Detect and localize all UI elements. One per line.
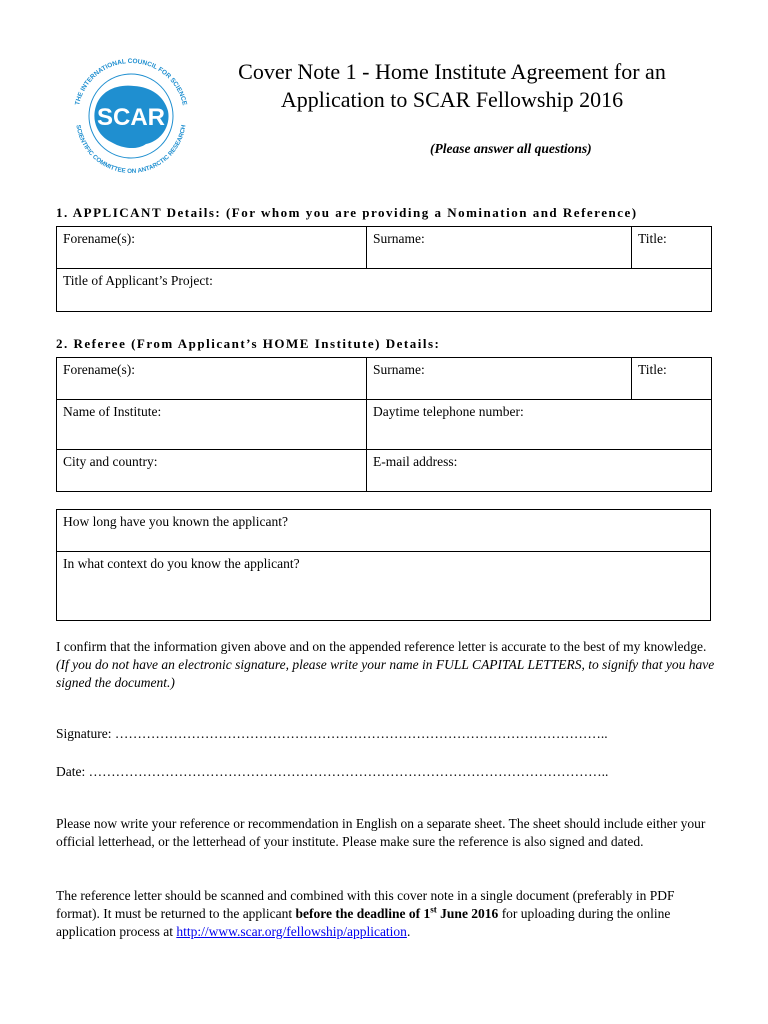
logo-ring-top: THE INTERNATIONAL COUNCIL FOR SCIENCE xyxy=(74,57,188,107)
page-title: Cover Note 1 - Home Institute Agreement for an Application to SCAR Fellowship 2016 xyxy=(238,59,666,112)
applicant-table xyxy=(56,226,712,312)
date-line[interactable]: Date: …………………………………………………………………………………………………….. xyxy=(56,764,609,779)
closing-text-2: for uploading during the online application process at xyxy=(56,906,671,939)
deadline-text: before the deadline of 1st June 2016 xyxy=(295,904,499,921)
known-duration-field[interactable]: How long have you known the applicant? xyxy=(57,510,711,552)
section2-heading: 2. Referee (From Applicant’s HOME Institute) Details: xyxy=(56,336,441,351)
scar-logo xyxy=(56,56,196,176)
known-context-field[interactable]: In what context do you know the applicant? xyxy=(57,552,711,621)
referee-institute-field[interactable]: Name of Institute: xyxy=(57,400,367,450)
closing-text-1: The reference letter should be scanned and combined with this cover note in a single document (preferably in PDF format). It must be returned to the applicant xyxy=(56,888,675,921)
relationship-table xyxy=(56,509,711,621)
application-link[interactable]: http://www.scar.org/fellowship/application xyxy=(176,924,407,939)
confirmation-paragraph xyxy=(56,638,716,692)
referee-surname-field[interactable]: Surname: xyxy=(367,358,632,400)
logo-ring-bottom: SCIENTIFIC COMMITTEE ON ANTARCTIC RESEARCH xyxy=(74,124,188,176)
referee-email-field[interactable]: E-mail address: xyxy=(367,450,712,492)
referee-forename-field[interactable]: Forename(s): xyxy=(57,358,367,400)
answer-note: (Please answer all questions) xyxy=(430,141,592,156)
section1-heading: 1. APPLICANT Details: (For whom you are providing a Nomination and Reference) xyxy=(56,205,638,220)
instructions-paragraph: Please now write your reference or recommendation in English on a separate sheet. The sheet should include either your official letterhead, or the letterhead of your institute. Please make sure the reference is also signed and dated. xyxy=(56,816,706,849)
applicant-project-field[interactable]: Title of Applicant’s Project: xyxy=(57,269,712,312)
signature-instruction: (If you do not have an electronic signature, please write your name in FULL CAPITAL LETTERS, to signify that you have signed the document.) xyxy=(56,657,715,690)
referee-city-field[interactable]: City and country: xyxy=(57,450,367,492)
applicant-forename-field[interactable]: Forename(s): xyxy=(57,227,367,269)
referee-table xyxy=(56,357,712,492)
applicant-surname-field[interactable]: Surname: xyxy=(367,227,632,269)
confirmation-text: I confirm that the information given above and on the appended reference letter is accurate to the best of my knowledge. xyxy=(56,639,707,654)
applicant-title-field[interactable]: Title: xyxy=(632,227,712,269)
signature-line[interactable]: Signature: ……………………………………………………………………………………………….. xyxy=(56,726,608,741)
referee-title-field[interactable]: Title: xyxy=(632,358,712,400)
closing-paragraph: The reference letter should be scanned and combined with this cover note in a single document (preferably in PDF format). It must be returned to the applicant before the deadline of 1st June 2016 for uploading during the online application process at http://www.scar.org/fellowship/application. xyxy=(56,888,675,939)
referee-telephone-field[interactable]: Daytime telephone number: xyxy=(367,400,712,450)
logo-text: SCAR xyxy=(96,104,166,131)
